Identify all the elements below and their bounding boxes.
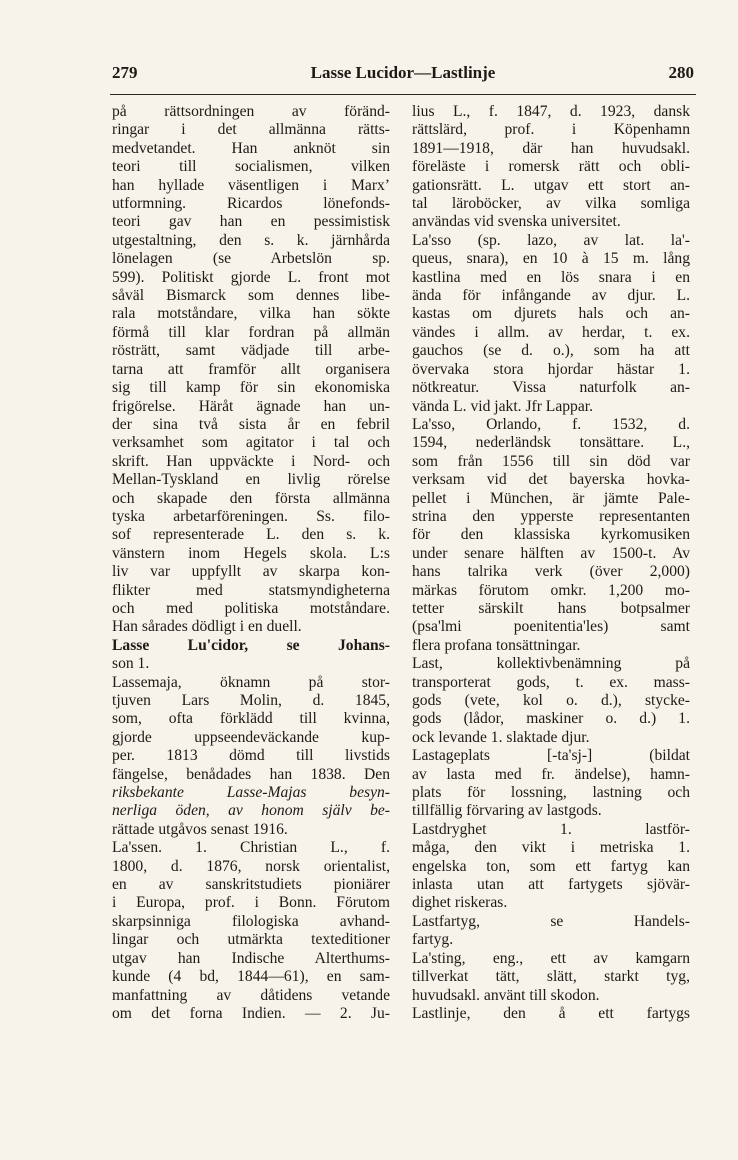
text-line: plats för lossning, lastning och <box>412 784 690 802</box>
text-line: Mellan-Tyskland en livlig rörelse <box>112 471 390 489</box>
text-line: inlasta utan att fartygets sjövär- <box>412 876 690 894</box>
text-line: fartyg. <box>412 931 454 949</box>
text-line: för den klassiska kyrkomusiken <box>412 526 690 544</box>
text-line: under senare hälften av 1500-t. Av <box>412 544 690 562</box>
entry-headword-line: Lastdryghet 1. lastför- <box>412 820 690 838</box>
text-line: skrift. Han uppväckte i Nord- och <box>112 452 390 470</box>
text-line: skarpsinniga filologiska avhand- <box>112 912 390 930</box>
text-line: son 1. <box>112 655 150 673</box>
text-line: övervaka stora hjordar hästar 1. <box>412 360 690 378</box>
text-line: av lasta med fr. ändelse), hamn- <box>412 765 690 783</box>
text-line: nerliga öden, av honom själv be- <box>112 802 390 820</box>
text-line: vändes i allm. av herdar, t. ex. <box>412 323 690 341</box>
text-line: såväl Bismarck som dennes libe- <box>112 287 390 305</box>
text-line: transporterat gods, t. ex. mass- <box>412 673 690 691</box>
text-line: sig till kamp för sin ekonomiska <box>112 379 390 397</box>
running-header <box>112 63 694 87</box>
text-line: flikter med statsmyndigheterna <box>112 581 390 599</box>
text-line: 1800, d. 1876, norsk orientalist, <box>112 857 390 875</box>
text-line: och skapade den första allmänna <box>112 489 390 507</box>
page-number-right: 280 <box>668 63 694 82</box>
text-line: frigörelse. Häråt ägnade han un- <box>112 397 390 415</box>
text-line: teori till socialismen, vilken <box>112 158 390 176</box>
text-line: huvudsakl. använt till skodon. <box>412 986 600 1004</box>
text-line: Han sårades dödligt i en duell. <box>112 618 302 636</box>
text-line: engelska ton, som ett fartyg kan <box>412 857 690 875</box>
text-line: sof representerade L. den s. k. <box>112 526 390 544</box>
entry-headword-line: La'ssen. 1. Christian L., f. <box>112 839 390 857</box>
page-number-left: 279 <box>112 63 138 82</box>
text-line: tillverkat tätt, slätt, starkt tyg, <box>412 968 690 986</box>
text-line: per. 1813 dömd till livstids <box>112 747 390 765</box>
text-line: föreläste i romersk rätt och obli- <box>412 158 690 176</box>
text-line: fängelse, benådades han 1838. Den <box>112 765 390 783</box>
entry-headword-line: La'sso, Orlando, f. 1532, d. <box>412 415 690 433</box>
text-line: han hyllade väsentligen i Marx’ <box>112 176 390 194</box>
right-column <box>412 103 690 1023</box>
text-line: utgav han Indische Alterthums- <box>112 949 390 967</box>
entry-headword-line: Lassemaja, öknamn på stor- <box>112 673 390 691</box>
text-line: gjorde uppseendeväckande kup- <box>112 728 390 746</box>
text-line: förmå till klar fordran på allmän <box>112 323 390 341</box>
text-line: medvetandet. Han anknöt sin <box>112 139 390 157</box>
text-line: på rättsordningen av föränd- <box>112 103 390 120</box>
text-line: liv var uppfyllt av skarpa kon- <box>112 563 390 581</box>
text-line: kastlina med en lös snara i en <box>412 268 690 286</box>
text-line: i Europa, prof. i Bonn. Förutom <box>112 894 390 912</box>
text-line: flera profana tonsättningar. <box>412 636 581 654</box>
text-line: rättade utgåvos senast 1916. <box>112 820 288 838</box>
text-line: användas vid svenska universitet. <box>412 213 621 231</box>
page-title: Lasse Lucidor—Lastlinje <box>310 63 496 82</box>
text-line: rösträtt, samt vädjade till arbe- <box>112 342 390 360</box>
entry-headword-line: Lastfartyg, se Handels- <box>412 912 690 930</box>
text-line: en av sanskritstudiets pioniärer <box>112 876 390 894</box>
entry-headword-line: Lasse Lu'cidor, se Johans- <box>112 636 390 654</box>
text-line: pellet i München, är jämte Pale- <box>412 489 690 507</box>
text-line: ringar i det allmänna rätts- <box>112 121 390 139</box>
text-line: der sina två sista år en febril <box>112 415 390 433</box>
text-line: strina den ypperste representanten <box>412 507 690 525</box>
text-line: rala motståndare, vilka han sökte <box>112 305 390 323</box>
text-line: kunde (4 bd, 1844—61), en sam- <box>112 968 390 986</box>
text-line: teori gav han en pessimistisk <box>112 213 390 231</box>
text-line: dighet riskeras. <box>412 894 508 912</box>
text-line: måga, den vikt i metriska 1. <box>412 839 690 857</box>
text-line: rättslärd, prof. i Köpenhamn <box>412 121 690 139</box>
text-line: tjuven Lars Molin, d. 1845, <box>112 692 390 709</box>
text-line: och med politiska motståndare. <box>112 599 390 617</box>
text-line: vänstern inom Hegels skola. L:s <box>112 544 390 562</box>
entry-headword-line: Lastlinje, den å ett fartygs <box>412 1004 690 1022</box>
text-line: 1594, nederländsk tonsättare. L., <box>412 434 690 452</box>
text-line: lius L., f. 1847, d. 1923, dansk <box>412 103 690 120</box>
text-line: som från 1556 till sin död var <box>412 452 690 470</box>
text-line: ända för infångande av djur. L. <box>412 287 690 305</box>
text-line: vända L. vid jakt. Jfr Lappar. <box>412 397 594 415</box>
text-line: hans talrika verk (över 2,000) <box>412 563 690 581</box>
text-line: tetter särskilt hans botpsalmer <box>412 599 690 617</box>
entry-headword-line: Last, kollektivbenämning på <box>412 655 690 673</box>
text-line: (psa'lmi poenitentia'les) samt <box>412 618 690 636</box>
text-line: utformning. Ricardos lönefonds- <box>112 195 390 213</box>
text-line: ock levande 1. slaktade djur. <box>412 728 590 746</box>
text-line: lönelagen (se Arbetslön sp. <box>112 250 390 268</box>
entry-headword-line: La'sso (sp. lazo, av lat. la'- <box>412 231 690 249</box>
text-line: gauchos (se d. o.), som ha att <box>412 342 690 360</box>
text-line: utgestaltning, den s. k. järnhårda <box>112 231 390 249</box>
text-line: gods (lådor, maskiner o. d.) 1. <box>412 710 690 728</box>
text-line: tyska arbetarföreningen. Ss. filo- <box>112 507 390 525</box>
text-line: verksamhet som agitator i tal och <box>112 434 390 452</box>
left-column <box>112 103 390 1023</box>
text-line: märkas förutom omkr. 1,200 mo- <box>412 581 690 599</box>
text-line: 599). Politiskt gjorde L. front mot <box>112 268 390 286</box>
text-line: kastas om djurets hals och an- <box>412 305 690 323</box>
text-line: nötkreatur. Vissa naturfolk an- <box>412 379 690 397</box>
entry-headword-line: La'sting, eng., ett av kamgarn <box>412 949 690 967</box>
text-line: manfattning av dåtidens vetande <box>112 986 390 1004</box>
text-line: tillfällig förvaring av lastgods. <box>412 802 602 820</box>
header-rule <box>110 94 696 95</box>
text-line: om det forna Indien. — 2. Ju- <box>112 1004 390 1022</box>
text-line: tal läroböcker, av vilka somliga <box>412 195 690 213</box>
text-line: tarna att framför allt organisera <box>112 360 390 378</box>
text-line: lingar och utmärkta texteditioner <box>112 931 390 949</box>
text-line: gationsrätt. L. utgav ett stort an- <box>412 176 690 194</box>
text-line: queus, snara), en 10 à 15 m. lång <box>412 250 690 268</box>
text-line: som, ofta förklädd till kvinna, <box>112 710 390 728</box>
text-line: verksam vid det bayerska hovka- <box>412 471 690 489</box>
text-line: 1891—1918, där han huvudsakl. <box>412 139 690 157</box>
text-line: riksbekante Lasse-Majas besyn- <box>112 784 390 802</box>
entry-headword-line: Lastageplats [-ta'sj-] (bildat <box>412 747 690 765</box>
text-line: gods (vete, kol o. d.), stycke- <box>412 692 690 709</box>
